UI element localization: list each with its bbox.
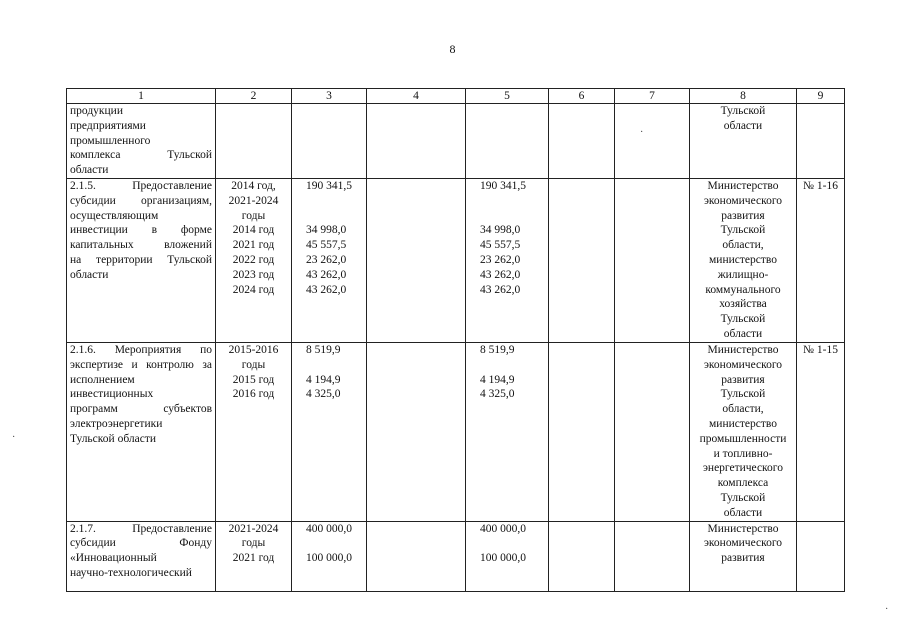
- cell-line: 2021-2024: [228, 194, 279, 207]
- cell-col-6: [549, 342, 615, 521]
- cell-col-1: [67, 342, 216, 521]
- cell-line: 23 262,0: [306, 253, 347, 266]
- cell-col-8: [690, 104, 797, 179]
- program-table: [66, 88, 845, 592]
- cell-line: [480, 536, 545, 551]
- cell-line: 2014 год,: [231, 179, 276, 192]
- cell-line: Тульской: [720, 491, 766, 504]
- cell-line: 2021-2024: [228, 522, 279, 535]
- cell-line: «Инновационный: [70, 552, 157, 565]
- cell-line: и топливно-: [713, 447, 773, 460]
- cell-col-4: [367, 521, 466, 591]
- cell-line: Министерство: [707, 522, 779, 535]
- cell-line: области: [723, 327, 763, 340]
- cell-line: экономического: [703, 358, 783, 371]
- cell-col-3: [292, 104, 367, 179]
- header-cell: 1: [67, 89, 216, 104]
- cell-line: 400 000,0: [480, 522, 526, 535]
- cell-line: 45 557,5: [480, 239, 521, 252]
- cell-line: 4 194,9: [306, 373, 341, 386]
- cell-line: инвестиционных: [70, 388, 154, 401]
- cell-line: 34 998,0: [306, 224, 347, 237]
- cell-line: 43 262,0: [480, 268, 521, 281]
- cell-col-1: [67, 178, 216, 342]
- cell-col-1: [67, 104, 216, 179]
- cell-col-7: [615, 178, 690, 342]
- cell-col-2: [216, 342, 292, 521]
- cell-col-9: [797, 521, 845, 591]
- cell-line: 2021 год: [232, 552, 275, 565]
- cell-line: комплекса Тульской: [70, 149, 212, 162]
- cell-line: 400 000,0: [306, 522, 352, 535]
- cell-col-3: [292, 178, 367, 342]
- cell-line: промышленного: [70, 134, 151, 147]
- cell-line: инвестиции в форме: [70, 224, 212, 237]
- cell-line: коммунального: [705, 283, 781, 296]
- cell-line: субсидии Фонду: [70, 537, 212, 550]
- cell-line: Министерство: [707, 179, 779, 192]
- cell-line: [480, 194, 545, 209]
- cell-line: Тульской: [720, 105, 766, 117]
- scan-speck: ·: [885, 604, 889, 615]
- header-cell: 6: [549, 89, 615, 104]
- cell-line: 43 262,0: [480, 283, 521, 296]
- cell-line: области,: [722, 239, 764, 252]
- cell-line: предприятиями: [70, 119, 146, 132]
- cell-col-5: [466, 104, 549, 179]
- cell-line: 43 262,0: [306, 268, 347, 281]
- scan-speck: ·: [12, 432, 16, 443]
- cell-line: 2.1.7. Предоставление: [70, 522, 212, 535]
- cell-line: 23 262,0: [480, 253, 521, 266]
- cell-col-2: [216, 104, 292, 179]
- cell-line: на территории Тульской: [70, 253, 212, 266]
- cell-col-4: [367, 342, 466, 521]
- cell-line: 2015-2016: [228, 343, 279, 356]
- cell-line: экспертизе и контролю за: [70, 358, 212, 371]
- cell-line: комплекса: [717, 477, 769, 490]
- cell-line: годы: [241, 358, 266, 371]
- cell-line: области: [70, 164, 109, 177]
- cell-line: 8 519,9: [480, 343, 515, 356]
- cell-line: [480, 209, 545, 224]
- cell-line: [480, 358, 545, 373]
- table-row: [67, 178, 845, 342]
- cell-col-3: [292, 342, 367, 521]
- cell-line: Тульской: [720, 388, 766, 401]
- cell-col-2: [216, 521, 292, 591]
- cell-line: 2.1.6. Мероприятия по: [70, 343, 212, 356]
- cell-col-7: [615, 104, 690, 179]
- cell-col-4: [367, 178, 466, 342]
- cell-line: Тульской: [720, 224, 766, 237]
- table-row: [67, 104, 845, 179]
- cell-col-5: [466, 178, 549, 342]
- cell-line: Тульской: [720, 313, 766, 326]
- cell-line: области: [723, 119, 763, 132]
- cell-line: области: [70, 268, 109, 281]
- header-cell: 4: [367, 89, 466, 104]
- header-cell: 3: [292, 89, 367, 104]
- cell-line: 8 519,9: [306, 343, 341, 356]
- cell-line: экономического: [703, 537, 783, 550]
- cell-line: продукции: [70, 105, 123, 117]
- cell-line: 2023 год: [232, 268, 275, 281]
- cell-line: развития: [721, 373, 765, 386]
- cell-col-7: [615, 521, 690, 591]
- cell-col-9: [797, 104, 845, 179]
- cell-line: развития: [721, 209, 765, 222]
- cell-line: программ субъектов: [70, 403, 212, 416]
- page-number: 8: [449, 42, 456, 56]
- cell-line: Министерство: [707, 343, 779, 356]
- cell-line: 4 194,9: [480, 373, 515, 386]
- cell-line: области,: [722, 403, 764, 416]
- cell-line: 190 341,5: [480, 179, 526, 192]
- cell-col-9: № 1-16: [797, 178, 845, 342]
- cell-col-5: [466, 521, 549, 591]
- cell-line: электроэнергетики: [70, 417, 163, 430]
- cell-col-1: [67, 521, 216, 591]
- cell-line: 2024 год: [232, 283, 275, 296]
- cell-col-7: [615, 342, 690, 521]
- cell-col-4: [367, 104, 466, 179]
- table-row: [67, 342, 845, 521]
- cell-line: осуществляющим: [70, 209, 159, 222]
- cell-col-8: [690, 521, 797, 591]
- cell-col-5: [466, 342, 549, 521]
- header-cell: 8: [690, 89, 797, 104]
- cell-col-9: № 1-15: [797, 342, 845, 521]
- cell-line: министерство: [709, 253, 777, 266]
- cell-line: промышленности: [699, 432, 787, 445]
- cell-line: министерство: [709, 417, 777, 430]
- cell-line: жилищно-: [717, 268, 769, 281]
- cell-line: 2016 год: [232, 388, 275, 401]
- cell-line: 2.1.5. Предоставление: [70, 179, 212, 192]
- cell-line: 4 325,0: [480, 388, 515, 401]
- cell-line: экономического: [703, 194, 783, 207]
- cell-line: [306, 358, 363, 373]
- cell-col-6: [549, 178, 615, 342]
- cell-col-8: [690, 178, 797, 342]
- cell-line: 34 998,0: [480, 224, 521, 237]
- table-row: [67, 521, 845, 591]
- cell-col-8: [690, 342, 797, 521]
- cell-line: 43 262,0: [306, 283, 347, 296]
- cell-line: хозяйства: [719, 298, 767, 311]
- cell-line: 2015 год: [232, 373, 275, 386]
- cell-line: капитальных вложений: [70, 239, 212, 252]
- header-cell: 5: [466, 89, 549, 104]
- header-cell: 2: [216, 89, 292, 104]
- cell-line: 4 325,0: [306, 388, 341, 401]
- cell-line: субсидии организациям,: [70, 194, 212, 207]
- cell-line: 2022 год: [232, 253, 275, 266]
- cell-line: энергетического: [702, 462, 783, 475]
- cell-line: 2014 год: [232, 224, 275, 237]
- cell-line: 2021 год: [232, 239, 275, 252]
- cell-line: исполнением: [70, 373, 135, 386]
- cell-line: 190 341,5: [306, 179, 352, 192]
- cell-line: [306, 194, 363, 209]
- cell-line: [306, 536, 363, 551]
- header-cell: 7: [615, 89, 690, 104]
- cell-line: 100 000,0: [306, 552, 352, 565]
- header-cell: 9: [797, 89, 845, 104]
- cell-col-6: [549, 521, 615, 591]
- cell-line: [306, 209, 363, 224]
- cell-line: 45 557,5: [306, 239, 347, 252]
- cell-line: области: [723, 506, 763, 519]
- cell-line: Тульской области: [70, 432, 157, 445]
- cell-line: развития: [721, 552, 765, 565]
- scan-speck: ·: [640, 127, 644, 138]
- cell-col-2: [216, 178, 292, 342]
- cell-col-6: [549, 104, 615, 179]
- table-header-row: [67, 89, 845, 104]
- cell-line: годы: [241, 209, 266, 222]
- cell-line: 100 000,0: [480, 552, 526, 565]
- cell-col-3: [292, 521, 367, 591]
- cell-line: годы: [241, 537, 266, 550]
- cell-line: научно-технологический: [70, 566, 192, 579]
